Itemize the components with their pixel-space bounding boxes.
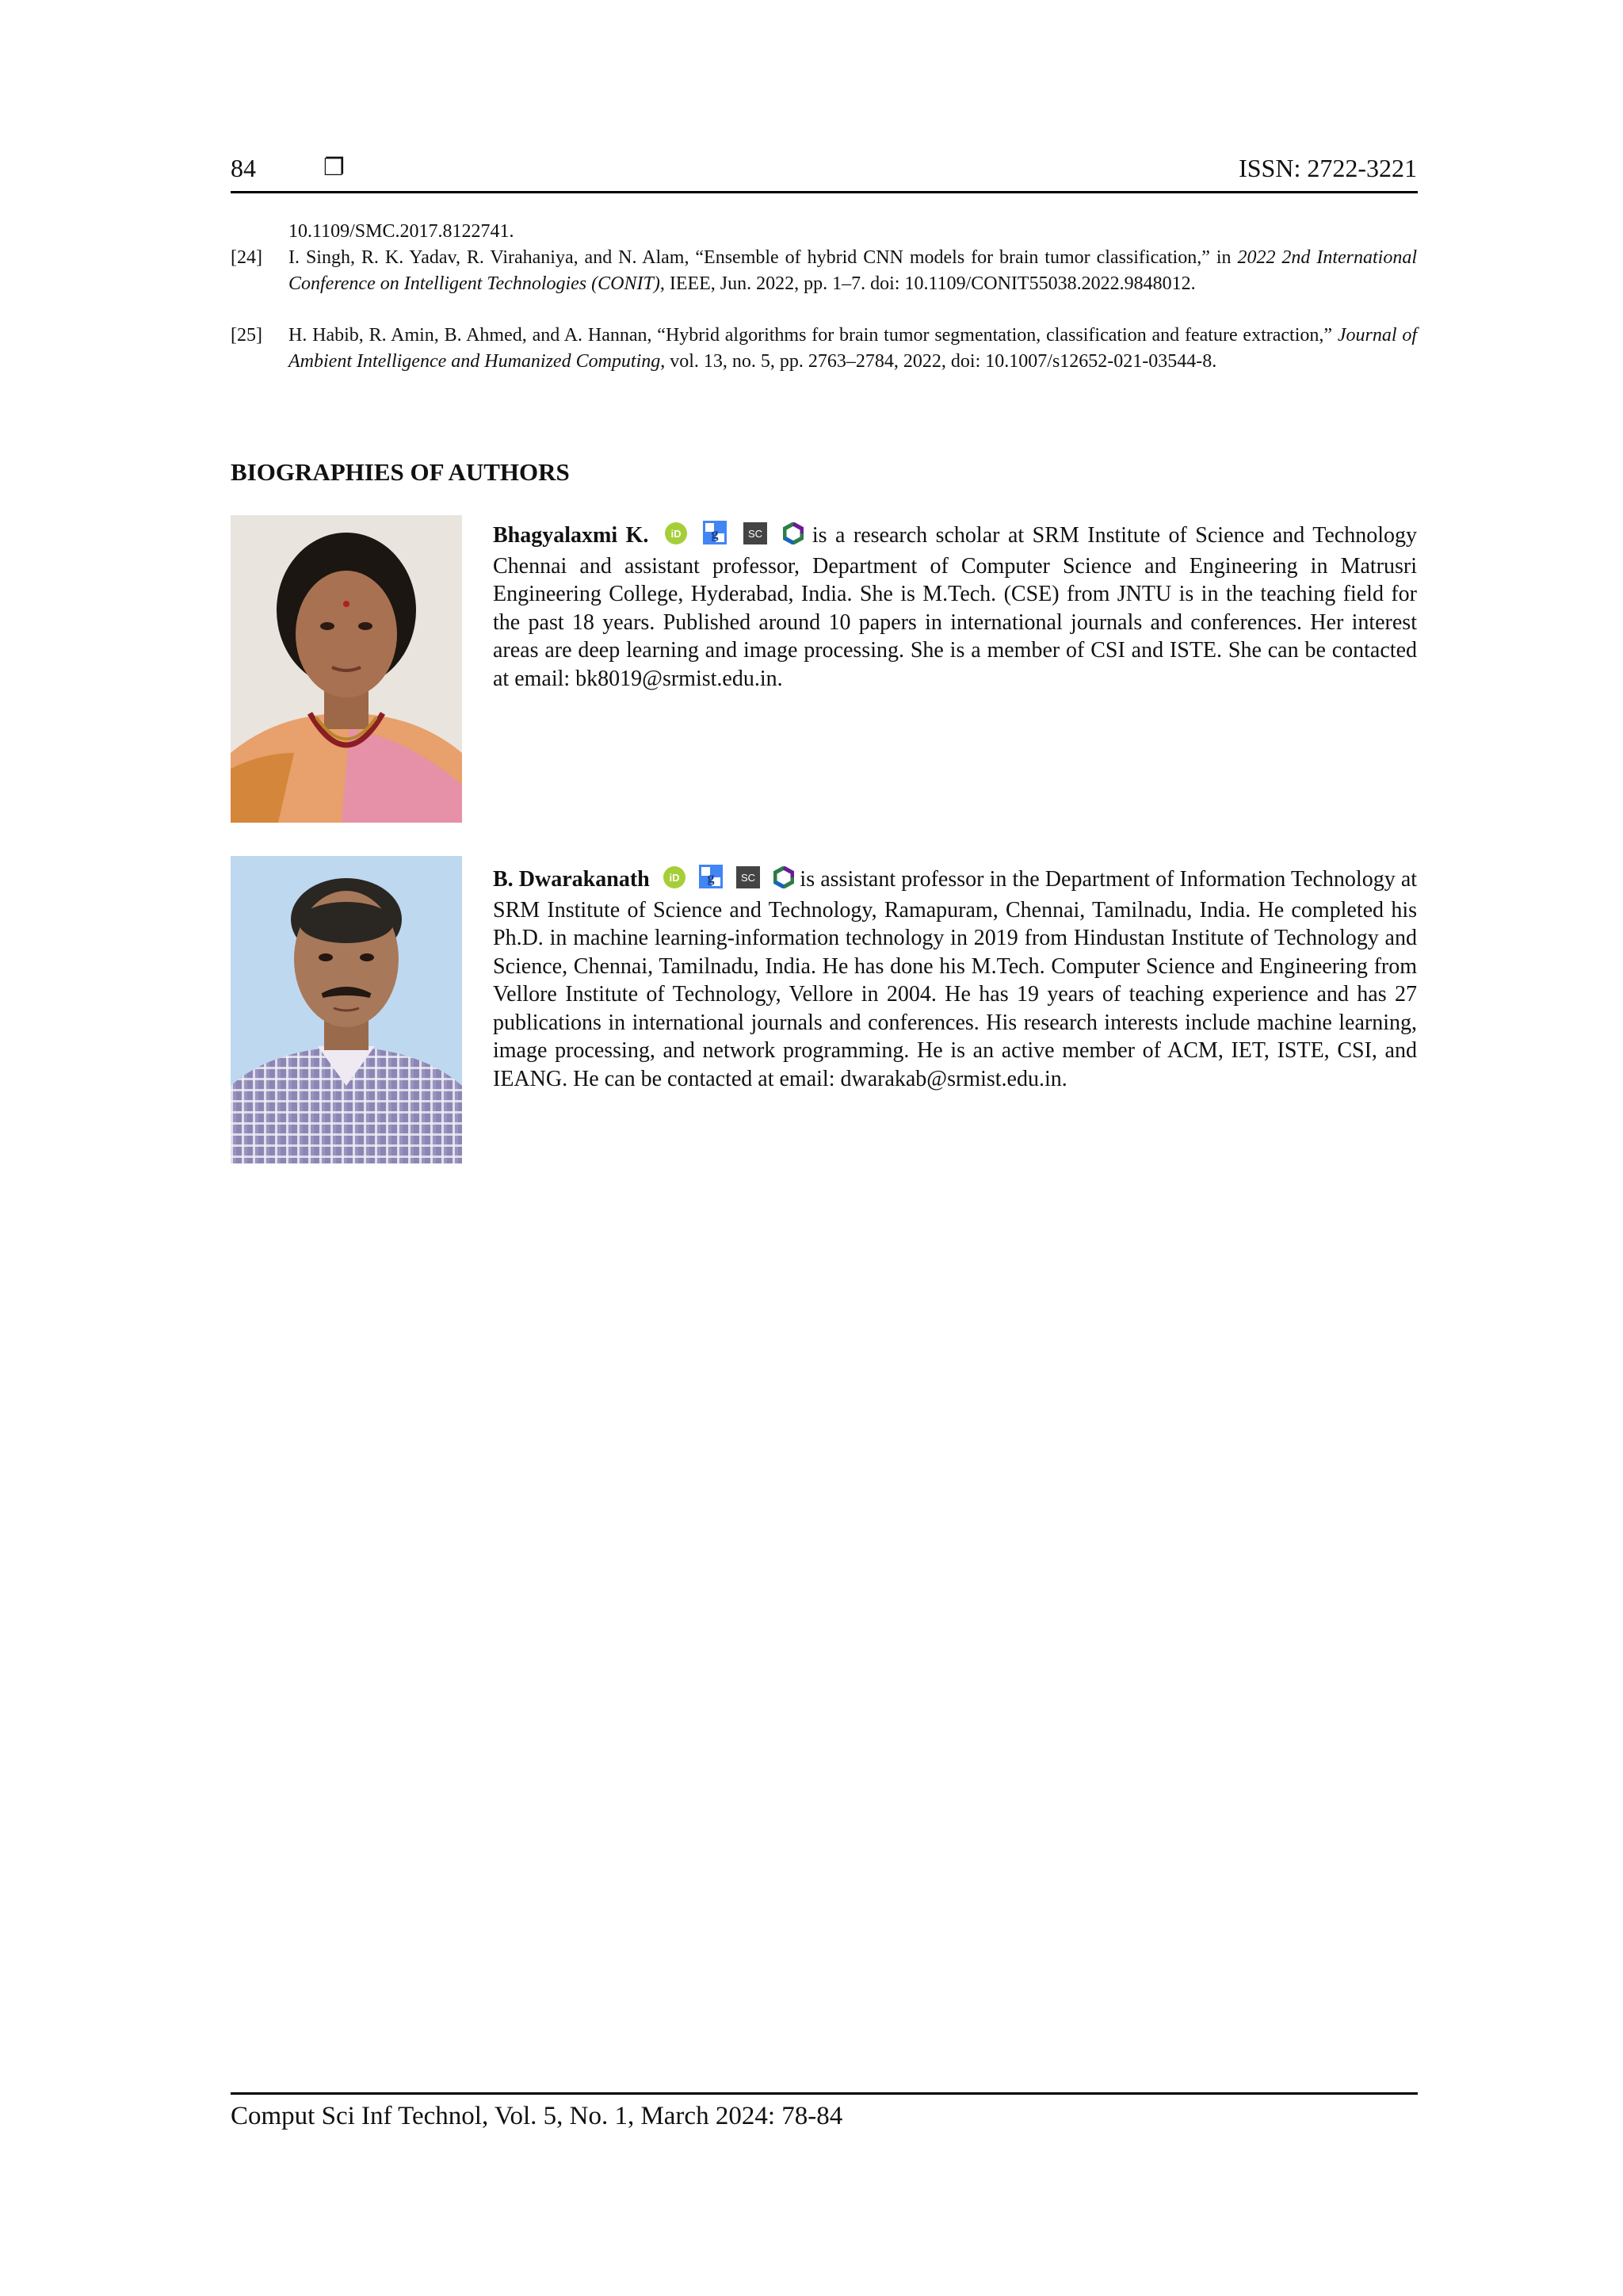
svg-text:iD: iD: [670, 528, 682, 540]
footer-rule: [231, 2092, 1418, 2095]
svg-text:SC: SC: [741, 872, 756, 884]
svg-text:g: g: [711, 525, 719, 541]
author-name: Bhagyalaxmi K.: [493, 523, 649, 548]
author-bio: [493, 521, 1417, 693]
author-bio: [493, 865, 1417, 1093]
google-scholar-icon[interactable]: [699, 865, 723, 896]
page-number: 84: [231, 154, 256, 182]
orcid-icon[interactable]: [665, 522, 687, 552]
reference-number: [25]: [231, 325, 262, 346]
reference-number: [24]: [231, 247, 262, 268]
author-photo: [231, 515, 462, 823]
publons-icon[interactable]: [783, 522, 804, 552]
author-bio-text: is a research scholar at SRM Institute of Science and Technology Chennai and assistant professor, Department of Computer Science and Engineering in Matrusri Engineering College, Hyderabad, India. She is M.Tech. (CSE) from JNTU is in the teaching field for the past 18 years. Published around 10 papers in international journals and conferences. Her interest areas are deep learning and image processing. She is a member of CSI and ISTE. She can be contacted at email: bk8019@srmist.edu.in.: [493, 523, 1418, 691]
scopus-icon[interactable]: [743, 522, 767, 552]
reference-text: H. Habib, R. Amin, B. Ahmed, and A. Hannan, “Hybrid algorithms for brain tumor segmentation, classification and feature extraction,” Journal of Ambient Intelligence and Humanized Computing, vol. 13, no. 5, pp. 2763–2784, 2022, doi: 10.1007/s12652-021-03544-8.: [288, 325, 1418, 372]
footer-citation: Comput Sci Inf Technol, Vol. 5, No. 1, March 2024: 78-84: [231, 2102, 843, 2130]
issn: ISSN: 2722-3221: [1239, 154, 1417, 182]
publons-icon[interactable]: [773, 866, 794, 896]
author-name: B. Dwarakanath: [493, 867, 650, 892]
google-scholar-icon[interactable]: [703, 521, 727, 552]
header-rule: [231, 191, 1418, 193]
orcid-icon[interactable]: [663, 866, 685, 896]
box-icon: ❐: [323, 155, 345, 181]
svg-text:SC: SC: [747, 528, 762, 540]
svg-text:g: g: [707, 869, 715, 885]
author-photo: [231, 856, 462, 1163]
scopus-icon[interactable]: [736, 866, 760, 896]
reference-continuation: 10.1109/SMC.2017.8122741.: [288, 221, 514, 242]
reference-text: I. Singh, R. K. Yadav, R. Virahaniya, and N. Alam, “Ensemble of hybrid CNN models for brain tumor classification,” in 2022 2nd International Conference on Intelligent Technologies (CONIT), IEEE, Jun. 2022, pp. 1–7. doi: 10.1109/CONIT55038.2022.9848012.: [288, 247, 1417, 294]
section-title: BIOGRAPHIES OF AUTHORS: [231, 458, 570, 486]
author-bio-text: is assistant professor in the Department of Information Technology at SRM Institute of Science and Technology, Ramapuram, Chennai, Tamilnadu, India. He completed his Ph.D. in machine learning-information technology in 2019 from Hindustan Institute of Technology and Science, Chennai, Tamilnadu, India. He has done his M.Tech. Computer Science and Engineering from Vellore Institute of Technology, Vellore in 2004. He has 19 years of teaching experience and has 27 publications in international journals and conferences. His research interests include machine learning, image processing, and network programming. He is an active member of ACM, IET, ISTE, CSI, and IEANG. He can be contacted at email: dwarakab@srmist.edu.in.: [493, 867, 1418, 1091]
svg-text:iD: iD: [669, 872, 680, 884]
